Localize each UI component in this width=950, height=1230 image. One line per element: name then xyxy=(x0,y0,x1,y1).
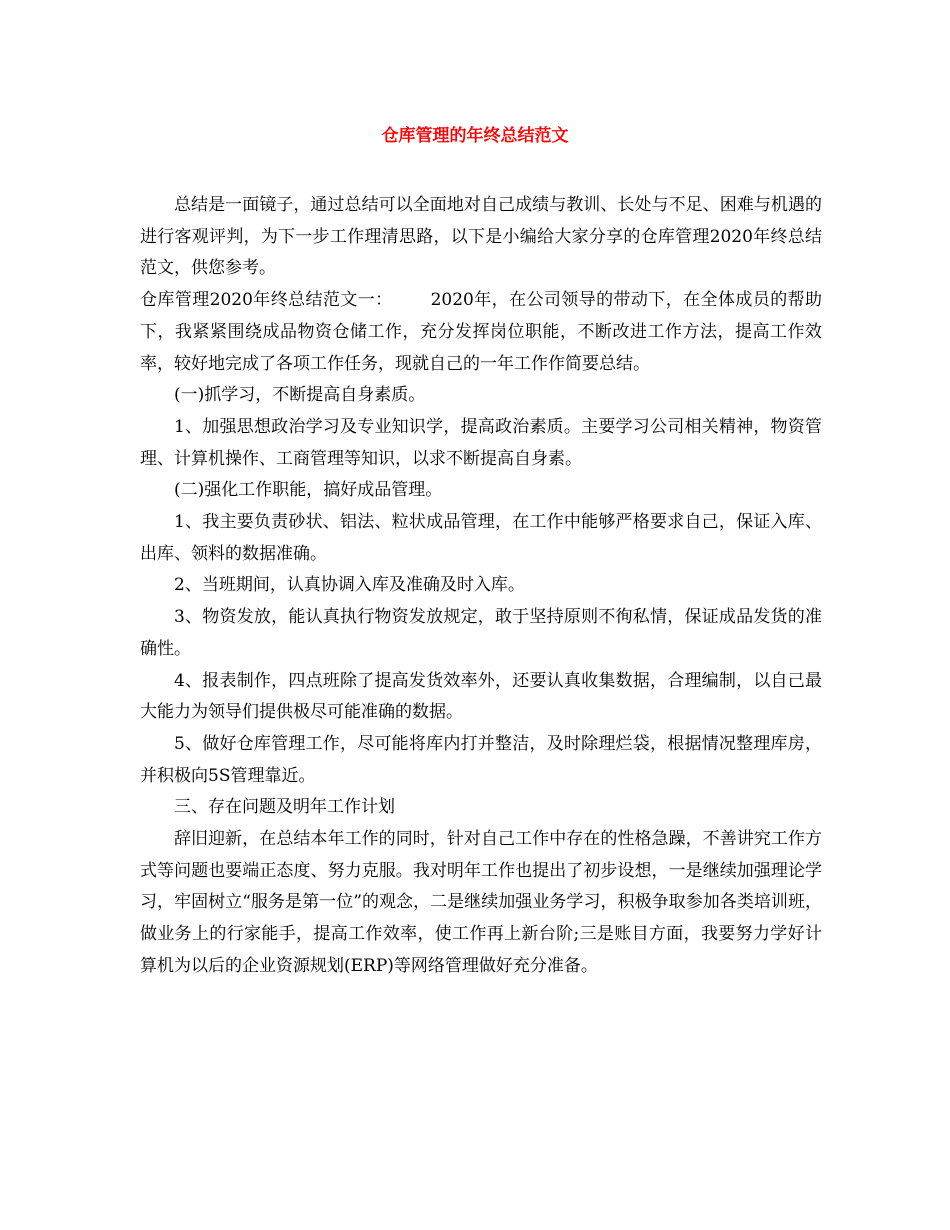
paragraph-duty-1: 1、我主要负责砂状、铝法、粒状成品管理，在工作中能够严格要求自己，保证入库、出库、领料的数据准确。 xyxy=(140,512,822,564)
paragraph-duty-5: 5、做好仓库管理工作，尽可能将库内打并整洁，及时除理烂袋，根据情况整理库房，并积极向5S管理靠近。 xyxy=(140,733,822,786)
heading-duty: (二)强化工作职能，搞好成品管理。 xyxy=(174,480,443,501)
paragraph-plan: 辞旧迎新，在总结本年工作的同时，针对自己工作中存在的性格急躁，不善讲究工作方式等问题也要端正态度、努力克服。我对明年工作也提出了初步设想，一是继续加强理论学习，牢固树立“服务是第一位”的观念，二是继续加强业务学习，积极争取参加各类培训班，做业务上的行家能手，提高工作效率，使工作再上新台阶;三是账目方面，我要努力学好计算机为以后的企业资源规划(ERP)等网络管理做好充分准备。 xyxy=(140,829,822,976)
heading-plan: 三、存在问题及明年工作计划 xyxy=(174,797,395,818)
heading-study: (一)抓学习，不断提高自身素质。 xyxy=(174,385,426,406)
document-title: 仓库管理的年终总结范文 xyxy=(381,126,569,146)
section-one-lead: 仓库管理2020年终总结范文一： xyxy=(140,290,393,311)
paragraph-duty-3: 3、物资发放，能认真执行物资发放规定，敢于坚持原则不徇私情，保证成品发货的准确性。 xyxy=(140,607,822,659)
intro-paragraph: 总结是一面镜子，通过总结可以全面地对自己成绩与教训、长处与不足、困难与机遇的进行客观评判，为下一步工作理清思路，以下是小编给大家分享的仓库管理2020年终总结范文，供您参考。 xyxy=(140,195,822,279)
section-one-paragraph xyxy=(140,285,822,380)
paragraph-duty-2: 2、当班期间，认真协调入库及准确及时入库。 xyxy=(174,575,525,596)
document-body xyxy=(140,190,822,983)
paragraph-study-1: 1、加强思想政治学习及专业知识学，提高政治素质。主要学习公司相关精神，物资管理、计算机操作、工商管理等知识，以求不断提高自身素。 xyxy=(140,416,822,469)
paragraph-duty-4: 4、报表制作，四点班除了提高发货效率外，还要认真收集数据，合理编制，以自己最大能力为领导们提供极尽可能准确的数据。 xyxy=(140,670,822,723)
section-one-text: 2020年，在公司领导的带动下，在全体成员的帮助下，我紧紧围绕成品物资仓储工作，充分发挥岗位职能，不断改进工作方法，提高工作效率，较好地完成了各项工作任务，现就自己的一年工作作简要总结。 xyxy=(140,290,823,374)
